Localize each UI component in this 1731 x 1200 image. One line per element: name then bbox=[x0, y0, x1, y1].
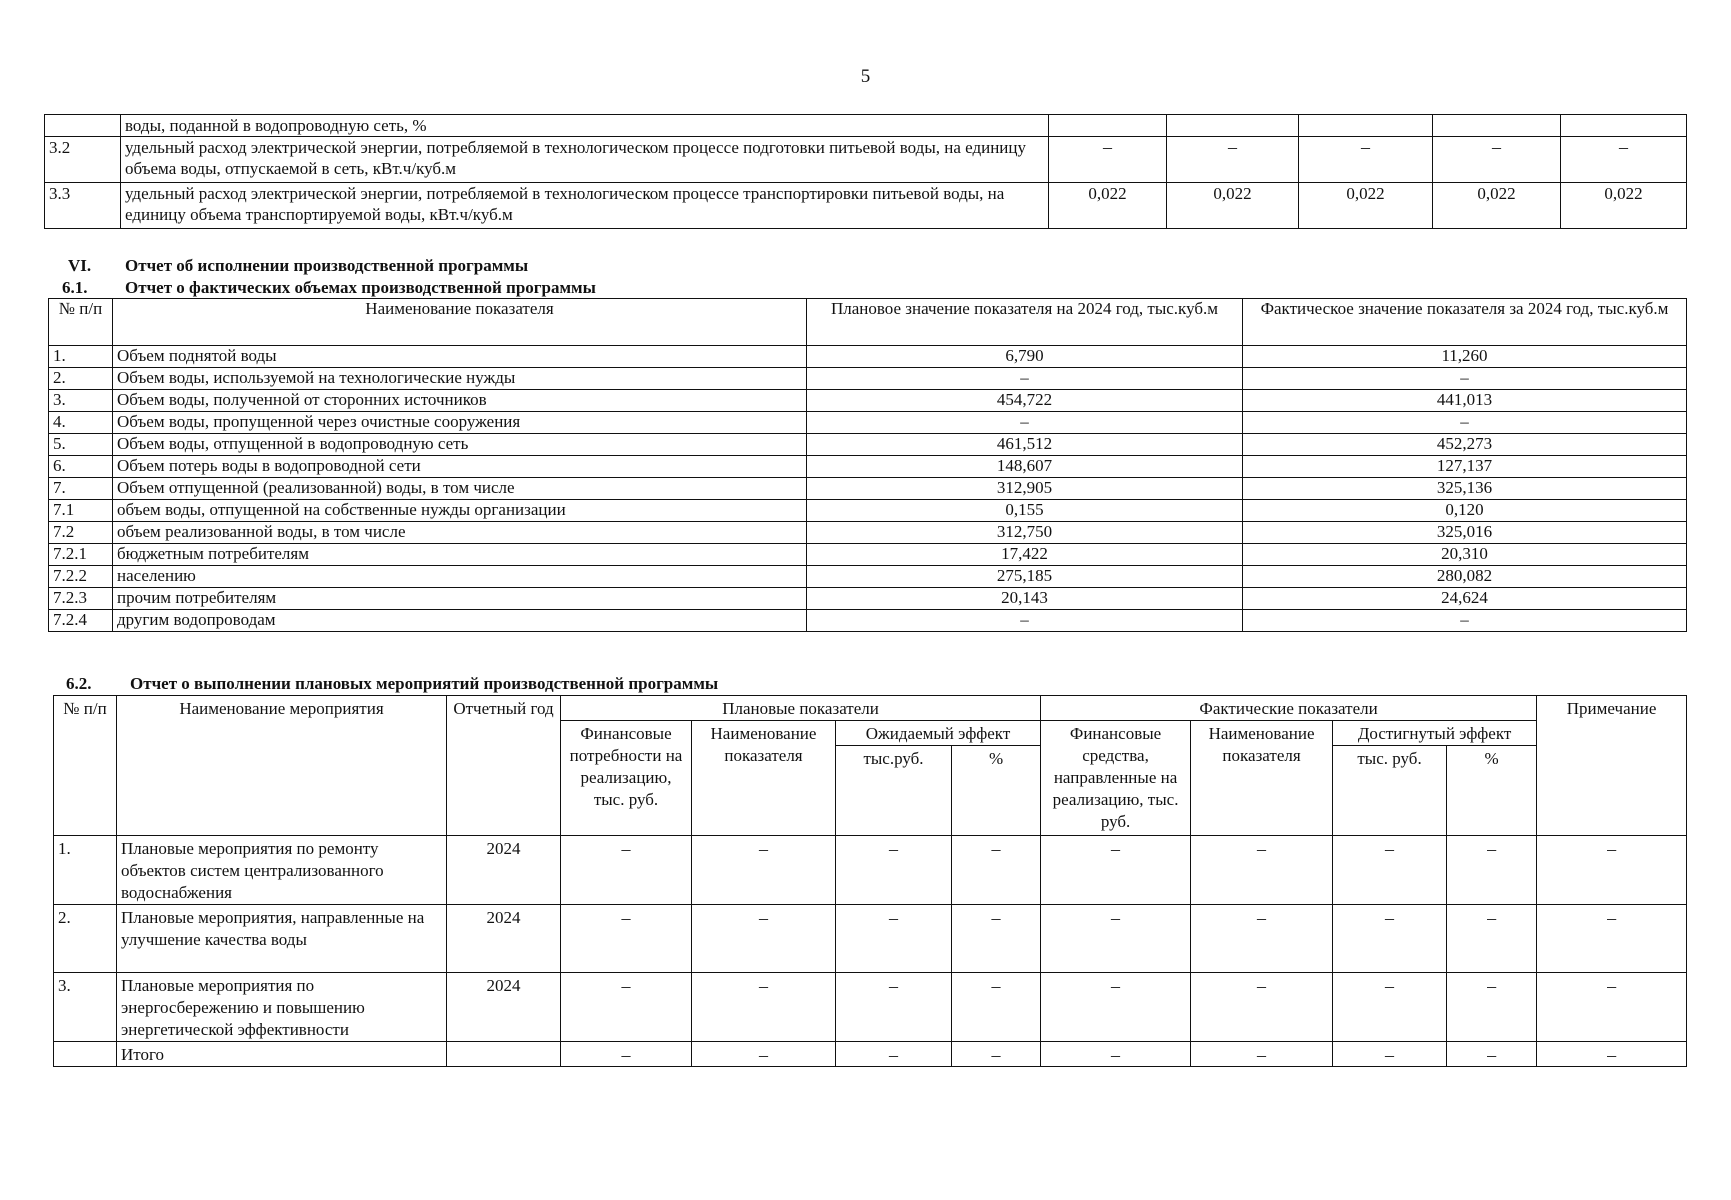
row-value: – bbox=[1333, 973, 1447, 1042]
row-plan: 312,905 bbox=[807, 478, 1243, 500]
header-plan-effect: Ожидаемый эффект bbox=[836, 721, 1041, 746]
row-value: – bbox=[836, 973, 952, 1042]
row-value: 0,022 bbox=[1049, 183, 1167, 229]
table-row bbox=[49, 390, 1687, 412]
row-value: – bbox=[1041, 1042, 1191, 1067]
header-fact-indicator: Наименование показателя bbox=[1191, 721, 1333, 836]
row-value: – bbox=[952, 1042, 1041, 1067]
row-value: – bbox=[692, 1042, 836, 1067]
row-name: населению bbox=[113, 566, 807, 588]
row-name: Объем воды, отпущенной в водопроводную сеть bbox=[113, 434, 807, 456]
table-row bbox=[49, 522, 1687, 544]
row-num: 3.3 bbox=[45, 183, 121, 229]
row-num: 7.1 bbox=[49, 500, 113, 522]
row-value: – bbox=[561, 973, 692, 1042]
row-value bbox=[1167, 115, 1299, 137]
table-row bbox=[49, 368, 1687, 390]
row-value: – bbox=[561, 905, 692, 973]
row-value: – bbox=[1191, 1042, 1333, 1067]
table-row bbox=[49, 412, 1687, 434]
measures-table bbox=[53, 695, 1687, 1067]
row-num bbox=[54, 1042, 117, 1067]
row-name: Объем отпущенной (реализованной) воды, в том числе bbox=[113, 478, 807, 500]
row-plan: 148,607 bbox=[807, 456, 1243, 478]
row-num: 7. bbox=[49, 478, 113, 500]
row-fact: 24,624 bbox=[1243, 588, 1687, 610]
table-row bbox=[49, 478, 1687, 500]
row-num: 2. bbox=[54, 905, 117, 973]
row-num: 6. bbox=[49, 456, 113, 478]
row-fact: 127,137 bbox=[1243, 456, 1687, 478]
row-value: – bbox=[1537, 973, 1687, 1042]
row-year: 2024 bbox=[447, 905, 561, 973]
row-name: удельный расход электрической энергии, потребляемой в технологическом процессе подготовки питьевой воды, на единицу объема воды, отпускаемой в сеть, кВт.ч/куб.м bbox=[121, 137, 1049, 183]
header-name: Наименование показателя bbox=[113, 299, 807, 346]
row-value: – bbox=[1167, 137, 1299, 183]
row-value: – bbox=[692, 905, 836, 973]
prev-indicators-table bbox=[44, 114, 1687, 229]
row-name: Объем воды, используемой на технологические нужды bbox=[113, 368, 807, 390]
row-value: 0,022 bbox=[1167, 183, 1299, 229]
page-number: 5 bbox=[860, 66, 871, 87]
row-value: – bbox=[1537, 1042, 1687, 1067]
row-name: Объем воды, пропущенной через очистные сооружения bbox=[113, 412, 807, 434]
row-plan: 17,422 bbox=[807, 544, 1243, 566]
table-row bbox=[54, 1042, 1687, 1067]
row-name: Плановые мероприятия, направленные на улучшение качества воды bbox=[117, 905, 447, 973]
row-plan: 6,790 bbox=[807, 346, 1243, 368]
table-row bbox=[49, 434, 1687, 456]
row-num: 3. bbox=[54, 973, 117, 1042]
header-plan: Плановое значение показателя на 2024 год, тыс.куб.м bbox=[807, 299, 1243, 346]
row-plan: 454,722 bbox=[807, 390, 1243, 412]
row-plan: – bbox=[807, 368, 1243, 390]
table-row bbox=[45, 137, 1687, 183]
row-value: – bbox=[1333, 1042, 1447, 1067]
row-plan: 461,512 bbox=[807, 434, 1243, 456]
row-fact: 280,082 bbox=[1243, 566, 1687, 588]
row-num bbox=[45, 115, 121, 137]
row-num: 3.2 bbox=[45, 137, 121, 183]
row-plan: 312,750 bbox=[807, 522, 1243, 544]
row-value: – bbox=[1049, 137, 1167, 183]
table-row bbox=[49, 500, 1687, 522]
header-fact-effect: Достигнутый эффект bbox=[1333, 721, 1537, 746]
header-plan-group: Плановые показатели bbox=[561, 696, 1041, 721]
row-num: 1. bbox=[54, 836, 117, 905]
row-num: 4. bbox=[49, 412, 113, 434]
row-num: 5. bbox=[49, 434, 113, 456]
table-row bbox=[54, 973, 1687, 1042]
row-num: 2. bbox=[49, 368, 113, 390]
row-year: 2024 bbox=[447, 973, 561, 1042]
row-plan: 0,155 bbox=[807, 500, 1243, 522]
header-fact-group: Фактические показатели bbox=[1041, 696, 1537, 721]
row-value: 0,022 bbox=[1299, 183, 1433, 229]
header-num: № п/п bbox=[54, 696, 117, 836]
row-num: 7.2 bbox=[49, 522, 113, 544]
row-value: – bbox=[1537, 905, 1687, 973]
row-value bbox=[1049, 115, 1167, 137]
row-value: – bbox=[1447, 836, 1537, 905]
row-name: прочим потребителям bbox=[113, 588, 807, 610]
row-value: – bbox=[561, 836, 692, 905]
row-value: – bbox=[1333, 905, 1447, 973]
row-value: – bbox=[561, 1042, 692, 1067]
row-value: – bbox=[952, 836, 1041, 905]
row-num: 7.2.1 bbox=[49, 544, 113, 566]
subsection-title: Отчет о выполнении плановых мероприятий производственной программы bbox=[130, 674, 719, 693]
row-year: 2024 bbox=[447, 836, 561, 905]
row-fact: 20,310 bbox=[1243, 544, 1687, 566]
row-value: – bbox=[1041, 905, 1191, 973]
row-value bbox=[1433, 115, 1561, 137]
row-num: 1. bbox=[49, 346, 113, 368]
header-name: Наименование мероприятия bbox=[117, 696, 447, 836]
table-row bbox=[45, 115, 1687, 137]
section-number: VI. bbox=[68, 256, 92, 275]
table-row bbox=[49, 610, 1687, 632]
row-value: – bbox=[952, 905, 1041, 973]
row-value: – bbox=[1447, 973, 1537, 1042]
row-plan: – bbox=[807, 412, 1243, 434]
row-value: – bbox=[836, 836, 952, 905]
row-value: – bbox=[836, 1042, 952, 1067]
row-num: 3. bbox=[49, 390, 113, 412]
header-plan-pct: % bbox=[952, 746, 1041, 836]
table-header-row bbox=[54, 696, 1687, 721]
header-year: Отчетный год bbox=[447, 696, 561, 836]
row-fact: 452,273 bbox=[1243, 434, 1687, 456]
row-value: – bbox=[1537, 836, 1687, 905]
row-value: – bbox=[1041, 973, 1191, 1042]
table-row bbox=[49, 346, 1687, 368]
header-plan-fin: Финансовые потребности на реализацию, тыс. руб. bbox=[561, 721, 692, 836]
row-value: – bbox=[1191, 836, 1333, 905]
row-name: Плановые мероприятия по энергосбережению и повышению энергетической эффективности bbox=[117, 973, 447, 1042]
row-plan: – bbox=[807, 610, 1243, 632]
row-value: – bbox=[1333, 836, 1447, 905]
table-row bbox=[49, 588, 1687, 610]
row-fact: 0,120 bbox=[1243, 500, 1687, 522]
row-fact: 325,136 bbox=[1243, 478, 1687, 500]
row-value: – bbox=[1447, 905, 1537, 973]
row-value: 0,022 bbox=[1433, 183, 1561, 229]
row-num: 7.2.2 bbox=[49, 566, 113, 588]
header-fact-rub: тыс. руб. bbox=[1333, 746, 1447, 836]
table-row bbox=[49, 456, 1687, 478]
row-name: Объем воды, полученной от сторонних источников bbox=[113, 390, 807, 412]
table-row bbox=[54, 905, 1687, 973]
row-num: 7.2.3 bbox=[49, 588, 113, 610]
subsection-number: 6.1. bbox=[62, 278, 88, 297]
row-name: Итого bbox=[117, 1042, 447, 1067]
header-num: № п/п bbox=[49, 299, 113, 346]
header-plan-indicator: Наименование показателя bbox=[692, 721, 836, 836]
row-value: – bbox=[1299, 137, 1433, 183]
row-value: – bbox=[836, 905, 952, 973]
subsection-title: Отчет о фактических объемах производственной программы bbox=[125, 278, 596, 297]
row-value: – bbox=[1433, 137, 1561, 183]
row-plan: 20,143 bbox=[807, 588, 1243, 610]
row-fact: – bbox=[1243, 368, 1687, 390]
row-plan: 275,185 bbox=[807, 566, 1243, 588]
row-name: бюджетным потребителям bbox=[113, 544, 807, 566]
header-fact: Фактическое значение показателя за 2024 год, тыс.куб.м bbox=[1243, 299, 1687, 346]
row-year bbox=[447, 1042, 561, 1067]
table-header-row bbox=[49, 299, 1687, 346]
volumes-table bbox=[48, 298, 1687, 632]
row-value bbox=[1299, 115, 1433, 137]
header-fact-pct: % bbox=[1447, 746, 1537, 836]
row-value bbox=[1561, 115, 1687, 137]
row-fact: 325,016 bbox=[1243, 522, 1687, 544]
row-value: – bbox=[952, 973, 1041, 1042]
row-value: 0,022 bbox=[1561, 183, 1687, 229]
row-fact: – bbox=[1243, 610, 1687, 632]
row-name: объем воды, отпущенной на собственные нужды организации bbox=[113, 500, 807, 522]
header-plan-rub: тыс.руб. bbox=[836, 746, 952, 836]
row-value: – bbox=[1447, 1042, 1537, 1067]
row-fact: – bbox=[1243, 412, 1687, 434]
row-value: – bbox=[1041, 836, 1191, 905]
table-row bbox=[54, 836, 1687, 905]
row-value: – bbox=[692, 973, 836, 1042]
row-name: Объем потерь воды в водопроводной сети bbox=[113, 456, 807, 478]
row-name: Плановые мероприятия по ремонту объектов систем централизованного водоснабжения bbox=[117, 836, 447, 905]
subsection-number: 6.2. bbox=[66, 674, 92, 693]
header-note: Примечание bbox=[1537, 696, 1687, 836]
table-row bbox=[45, 183, 1687, 229]
table-row bbox=[49, 566, 1687, 588]
row-name: другим водопроводам bbox=[113, 610, 807, 632]
header-fact-fin: Финансовые средства, направленные на реализацию, тыс. руб. bbox=[1041, 721, 1191, 836]
row-fact: 11,260 bbox=[1243, 346, 1687, 368]
row-value: – bbox=[692, 836, 836, 905]
row-name: объем реализованной воды, в том числе bbox=[113, 522, 807, 544]
section-title: Отчет об исполнении производственной программы bbox=[125, 256, 529, 275]
table-row bbox=[49, 544, 1687, 566]
row-name: удельный расход электрической энергии, потребляемой в технологическом процессе транспортировки питьевой воды, на единицу объема транспортируемой воды, кВт.ч/куб.м bbox=[121, 183, 1049, 229]
row-value: – bbox=[1191, 905, 1333, 973]
row-value: – bbox=[1561, 137, 1687, 183]
row-num: 7.2.4 bbox=[49, 610, 113, 632]
row-name: Объем поднятой воды bbox=[113, 346, 807, 368]
row-name: воды, поданной в водопроводную сеть, % bbox=[121, 115, 1049, 137]
row-fact: 441,013 bbox=[1243, 390, 1687, 412]
row-value: – bbox=[1191, 973, 1333, 1042]
